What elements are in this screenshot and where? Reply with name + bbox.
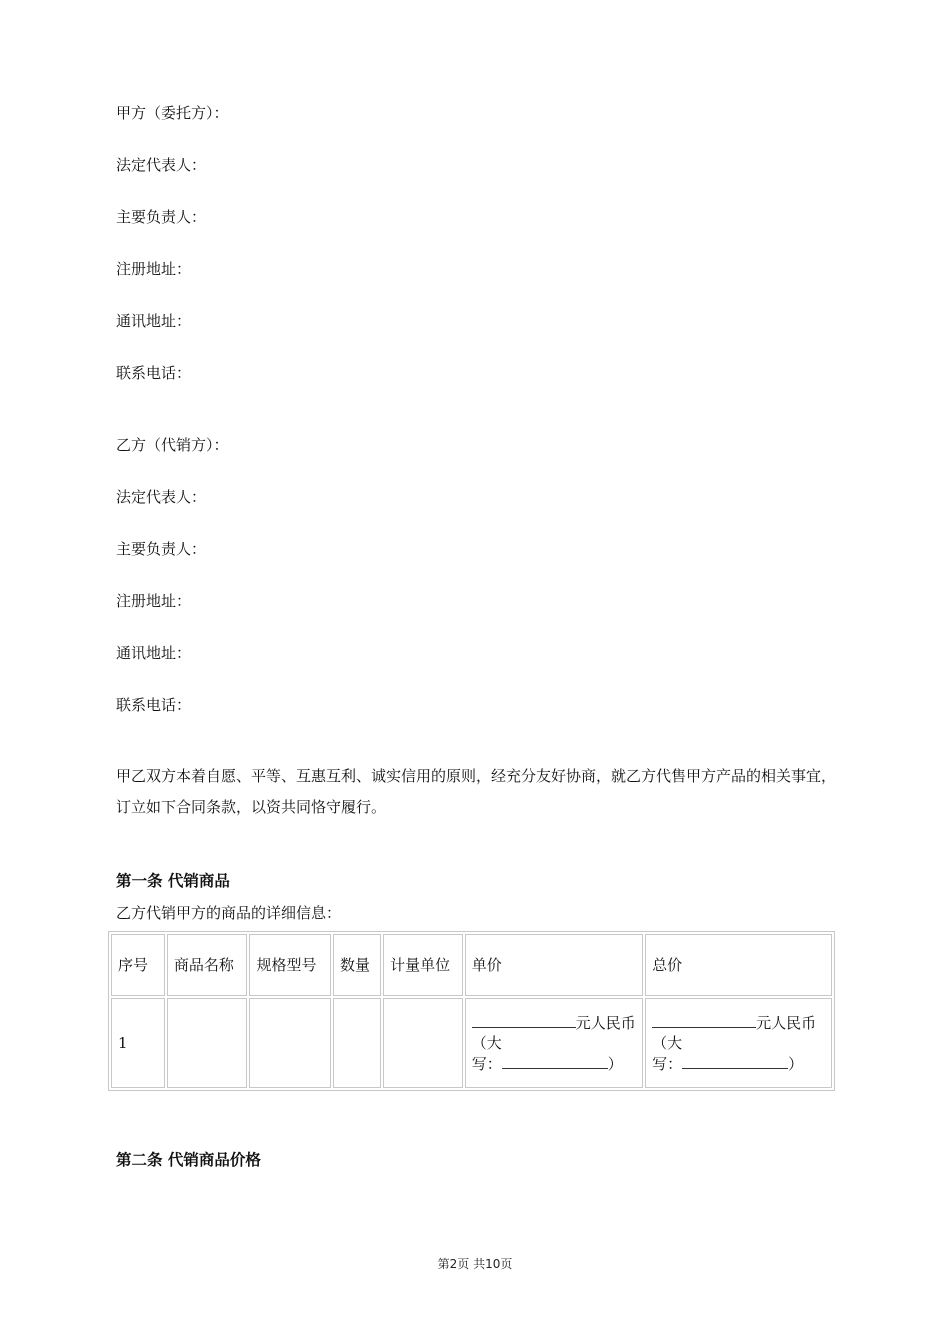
total-caps-blank[interactable] — [682, 1053, 788, 1069]
cell-total — [645, 998, 832, 1088]
unit-price-caps-open: （大 — [471, 1034, 502, 1052]
total-caps-close: ） — [788, 1055, 804, 1073]
party-a-legal-rep: 法定代表人： — [116, 156, 207, 174]
unit-price-suffix: 元人民币 — [575, 1014, 636, 1032]
unit-price-blank[interactable] — [472, 1012, 576, 1028]
cell-name[interactable] — [167, 998, 248, 1088]
header-index: 序号 — [111, 934, 165, 996]
party-a-title: 甲方（委托方）： — [116, 104, 229, 122]
party-a-mail-address: 通讯地址： — [116, 312, 192, 330]
article-2-heading: 第二条 代销商品价格 — [116, 1151, 261, 1169]
unit-price-caps-label: 写： — [471, 1055, 502, 1073]
table-header-row — [111, 934, 832, 996]
party-b-mail-address: 通讯地址： — [116, 644, 192, 662]
header-unit: 计量单位 — [383, 934, 463, 996]
header-name: 商品名称 — [167, 934, 248, 996]
party-b-principal: 主要负责人： — [116, 540, 207, 558]
header-unit-price: 单价 — [465, 934, 643, 996]
party-b-phone: 联系电话： — [116, 696, 192, 714]
header-spec: 规格型号 — [249, 934, 331, 996]
party-b-legal-rep: 法定代表人： — [116, 488, 207, 506]
party-b-reg-address: 注册地址： — [116, 592, 192, 610]
preamble-paragraph: 甲乙双方本着自愿、平等、互惠互利、诚实信用的原则，经充分友好协商，就乙方代售甲方产品的相关事宜，订立如下合同条款，以资共同恪守履行。 — [116, 767, 837, 816]
total-caps-open: （大 — [652, 1034, 683, 1052]
cell-quantity[interactable] — [333, 998, 381, 1088]
cell-spec[interactable] — [249, 998, 331, 1088]
article-1-intro: 乙方代销甲方的商品的详细信息： — [116, 904, 342, 922]
header-quantity: 数量 — [333, 934, 381, 996]
header-total: 总价 — [645, 934, 832, 996]
total-blank[interactable] — [652, 1012, 756, 1028]
cell-unit-price — [465, 998, 643, 1088]
article-1-heading: 第一条 代销商品 — [116, 872, 230, 890]
party-a-principal: 主要负责人： — [116, 208, 207, 226]
table-row — [111, 998, 832, 1088]
goods-table — [108, 931, 835, 1091]
party-b-title: 乙方（代销方）： — [116, 436, 229, 454]
total-caps-label: 写： — [652, 1055, 683, 1073]
unit-price-caps-blank[interactable] — [502, 1053, 608, 1069]
page-footer: 第2页 共10页 — [437, 1257, 513, 1271]
cell-index: 1 — [111, 998, 165, 1088]
party-a-phone: 联系电话： — [116, 364, 192, 382]
party-a-reg-address: 注册地址： — [116, 260, 192, 278]
total-suffix: 元人民币 — [756, 1014, 817, 1032]
cell-unit[interactable] — [383, 998, 463, 1088]
unit-price-caps-close: ） — [607, 1055, 623, 1073]
